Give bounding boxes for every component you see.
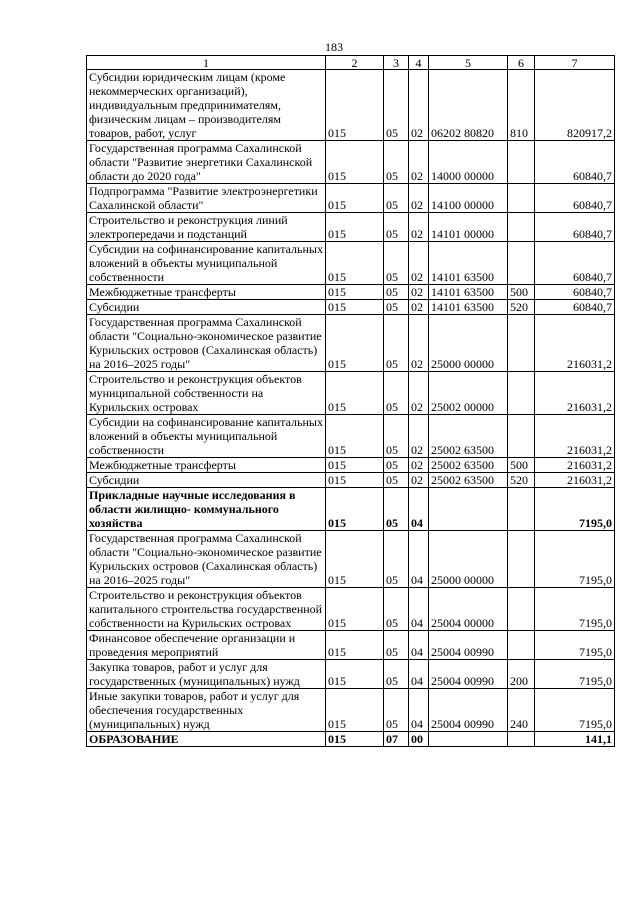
row-name-cell: Субсидии юридическим лицам (кроме некоммерческих организаций), индивидуальным предпринимателям, физическим лицам – производителям товаров, работ, услуг — [87, 70, 326, 141]
column-header: 4 — [409, 56, 429, 70]
row-name-cell: Финансовое обеспечение организации и проведения мероприятий — [87, 631, 326, 660]
row-section-cell: 05 — [384, 242, 409, 285]
table-row — [87, 458, 615, 473]
row-section-cell: 05 — [384, 285, 409, 300]
row-name-cell: Государственная программа Сахалинской области "Социально-экономическое развитие Курильских островов (Сахалинская область) на 2016–2025 годы" — [87, 531, 326, 588]
row-amount-cell: 60840,7 — [535, 213, 615, 242]
row-code-cell: 015 — [326, 70, 384, 141]
row-section-cell: 05 — [384, 415, 409, 458]
row-expense-type-cell — [508, 531, 535, 588]
row-target-article-cell — [429, 732, 508, 747]
row-code-cell: 015 — [326, 689, 384, 732]
row-amount-cell: 60840,7 — [535, 242, 615, 285]
row-amount-cell: 7195,0 — [535, 660, 615, 689]
column-header: 6 — [508, 56, 535, 70]
table-row — [87, 184, 615, 213]
row-amount-cell: 60840,7 — [535, 300, 615, 315]
row-amount-cell: 216031,2 — [535, 315, 615, 372]
table-row — [87, 588, 615, 631]
row-expense-type-cell: 500 — [508, 285, 535, 300]
row-name-cell: Межбюджетные трансферты — [87, 458, 326, 473]
row-amount-cell: 7195,0 — [535, 689, 615, 732]
row-section-cell: 05 — [384, 531, 409, 588]
row-amount-cell: 60840,7 — [535, 141, 615, 184]
row-amount-cell: 60840,7 — [535, 285, 615, 300]
row-expense-type-cell — [508, 631, 535, 660]
row-subsection-cell: 04 — [409, 588, 429, 631]
row-target-article-cell: 25002 63500 — [429, 473, 508, 488]
row-subsection-cell: 04 — [409, 531, 429, 588]
row-name-cell: Субсидии — [87, 300, 326, 315]
row-target-article-cell: 25004 00000 — [429, 588, 508, 631]
row-target-article-cell: 14101 63500 — [429, 242, 508, 285]
row-expense-type-cell — [508, 242, 535, 285]
table-row — [87, 631, 615, 660]
row-name-cell: Строительство и реконструкция объектов капитального строительства государственной собственности на Курильских островах — [87, 588, 326, 631]
row-expense-type-cell — [508, 588, 535, 631]
row-amount-cell: 7195,0 — [535, 531, 615, 588]
row-amount-cell: 60840,7 — [535, 184, 615, 213]
row-name-cell: Подпрограмма "Развитие электроэнергетики Сахалинской области" — [87, 184, 326, 213]
row-section-cell: 05 — [384, 458, 409, 473]
row-code-cell: 015 — [326, 285, 384, 300]
row-subsection-cell: 02 — [409, 473, 429, 488]
row-target-article-cell: 25002 00000 — [429, 372, 508, 415]
table-row — [87, 689, 615, 732]
row-name-cell: Государственная программа Сахалинской области "Развитие энергетики Сахалинской области до 2020 года" — [87, 141, 326, 184]
row-name-cell: Государственная программа Сахалинской области "Социально-экономическое развитие Курильских островов (Сахалинская область) на 2016–2025 годы" — [87, 315, 326, 372]
row-code-cell: 015 — [326, 213, 384, 242]
row-code-cell: 015 — [326, 631, 384, 660]
table-row — [87, 70, 615, 141]
row-code-cell: 015 — [326, 315, 384, 372]
row-name-cell: Строительство и реконструкция линий электропередачи и подстанций — [87, 213, 326, 242]
row-target-article-cell: 25000 00000 — [429, 315, 508, 372]
row-section-cell: 05 — [384, 588, 409, 631]
row-target-article-cell: 25002 63500 — [429, 415, 508, 458]
table-row — [87, 732, 615, 747]
row-code-cell: 015 — [326, 141, 384, 184]
row-target-article-cell: 25004 00990 — [429, 631, 508, 660]
column-header: 5 — [429, 56, 508, 70]
row-code-cell: 015 — [326, 531, 384, 588]
row-code-cell: 015 — [326, 372, 384, 415]
table-row — [87, 315, 615, 372]
row-expense-type-cell: 810 — [508, 70, 535, 141]
row-section-cell: 05 — [384, 660, 409, 689]
column-header: 1 — [87, 56, 326, 70]
row-subsection-cell: 04 — [409, 631, 429, 660]
row-subsection-cell: 02 — [409, 458, 429, 473]
row-expense-type-cell — [508, 184, 535, 213]
row-name-cell: Субсидии на софинансирование капитальных вложений в объекты муниципальной собственности — [87, 415, 326, 458]
row-subsection-cell: 02 — [409, 300, 429, 315]
table-row — [87, 242, 615, 285]
row-code-cell: 015 — [326, 588, 384, 631]
row-section-cell: 07 — [384, 732, 409, 747]
row-code-cell: 015 — [326, 473, 384, 488]
row-target-article-cell: 14000 00000 — [429, 141, 508, 184]
row-expense-type-cell — [508, 315, 535, 372]
header-row — [87, 56, 615, 70]
row-amount-cell: 216031,2 — [535, 458, 615, 473]
table-row — [87, 372, 615, 415]
row-expense-type-cell — [508, 372, 535, 415]
row-target-article-cell: 25004 00990 — [429, 660, 508, 689]
table-row — [87, 141, 615, 184]
row-section-cell: 05 — [384, 184, 409, 213]
row-section-cell: 05 — [384, 213, 409, 242]
row-expense-type-cell: 520 — [508, 473, 535, 488]
row-section-cell: 05 — [384, 141, 409, 184]
row-target-article-cell: 25000 00000 — [429, 531, 508, 588]
row-target-article-cell: 14101 63500 — [429, 285, 508, 300]
row-subsection-cell: 02 — [409, 141, 429, 184]
row-subsection-cell: 02 — [409, 184, 429, 213]
row-section-cell: 05 — [384, 488, 409, 531]
budget-table — [86, 55, 615, 747]
row-code-cell: 015 — [326, 415, 384, 458]
row-expense-type-cell: 520 — [508, 300, 535, 315]
row-amount-cell: 216031,2 — [535, 473, 615, 488]
row-target-article-cell: 06202 80820 — [429, 70, 508, 141]
row-name-cell: Закупка товаров, работ и услуг для государственных (муниципальных) нужд — [87, 660, 326, 689]
table-row — [87, 660, 615, 689]
row-name-cell: Межбюджетные трансферты — [87, 285, 326, 300]
row-expense-type-cell — [508, 141, 535, 184]
table-row — [87, 531, 615, 588]
row-expense-type-cell: 500 — [508, 458, 535, 473]
row-section-cell: 05 — [384, 70, 409, 141]
row-subsection-cell: 02 — [409, 372, 429, 415]
row-section-cell: 05 — [384, 689, 409, 732]
row-expense-type-cell — [508, 213, 535, 242]
row-amount-cell: 7195,0 — [535, 588, 615, 631]
row-subsection-cell: 04 — [409, 488, 429, 531]
row-code-cell: 015 — [326, 242, 384, 285]
row-section-cell: 05 — [384, 300, 409, 315]
row-name-cell: Иные закупки товаров, работ и услуг для обеспечения государственных (муниципальных) нужд — [87, 689, 326, 732]
row-target-article-cell: 14100 00000 — [429, 184, 508, 213]
row-code-cell: 015 — [326, 458, 384, 473]
table-row — [87, 300, 615, 315]
row-name-cell: Строительство и реконструкция объектов муниципальной собственности на Курильских островах — [87, 372, 326, 415]
row-expense-type-cell — [508, 488, 535, 531]
row-name-cell: ОБРАЗОВАНИЕ — [87, 732, 326, 747]
row-name-cell: Субсидии — [87, 473, 326, 488]
column-header: 2 — [326, 56, 384, 70]
row-amount-cell: 216031,2 — [535, 372, 615, 415]
row-subsection-cell: 02 — [409, 415, 429, 458]
row-amount-cell: 820917,2 — [535, 70, 615, 141]
page-number: 183 — [325, 40, 343, 54]
row-subsection-cell: 04 — [409, 689, 429, 732]
row-subsection-cell: 02 — [409, 242, 429, 285]
row-expense-type-cell — [508, 415, 535, 458]
row-section-cell: 05 — [384, 372, 409, 415]
column-header: 7 — [535, 56, 615, 70]
table-row — [87, 285, 615, 300]
table-row — [87, 415, 615, 458]
row-section-cell: 05 — [384, 315, 409, 372]
row-subsection-cell: 02 — [409, 315, 429, 372]
row-code-cell: 015 — [326, 300, 384, 315]
row-expense-type-cell: 200 — [508, 660, 535, 689]
row-name-cell: Субсидии на софинансирование капитальных вложений в объекты муниципальной собственности — [87, 242, 326, 285]
row-subsection-cell: 02 — [409, 213, 429, 242]
row-target-article-cell: 14101 00000 — [429, 213, 508, 242]
row-amount-cell: 7195,0 — [535, 488, 615, 531]
row-code-cell: 015 — [326, 732, 384, 747]
row-subsection-cell: 00 — [409, 732, 429, 747]
row-section-cell: 05 — [384, 631, 409, 660]
row-code-cell: 015 — [326, 184, 384, 213]
row-subsection-cell: 02 — [409, 285, 429, 300]
row-expense-type-cell: 240 — [508, 689, 535, 732]
table-row — [87, 213, 615, 242]
row-target-article-cell: 25004 00990 — [429, 689, 508, 732]
row-target-article-cell: 14101 63500 — [429, 300, 508, 315]
row-expense-type-cell — [508, 732, 535, 747]
row-code-cell: 015 — [326, 488, 384, 531]
table-row — [87, 488, 615, 531]
row-target-article-cell — [429, 488, 508, 531]
row-section-cell: 05 — [384, 473, 409, 488]
row-amount-cell: 7195,0 — [535, 631, 615, 660]
row-code-cell: 015 — [326, 660, 384, 689]
row-subsection-cell: 04 — [409, 660, 429, 689]
row-amount-cell: 216031,2 — [535, 415, 615, 458]
row-name-cell: Прикладные научные исследования в области жилищно- коммунального хозяйства — [87, 488, 326, 531]
row-target-article-cell: 25002 63500 — [429, 458, 508, 473]
row-amount-cell: 141,1 — [535, 732, 615, 747]
table-row — [87, 473, 615, 488]
column-header: 3 — [384, 56, 409, 70]
row-subsection-cell: 02 — [409, 70, 429, 141]
